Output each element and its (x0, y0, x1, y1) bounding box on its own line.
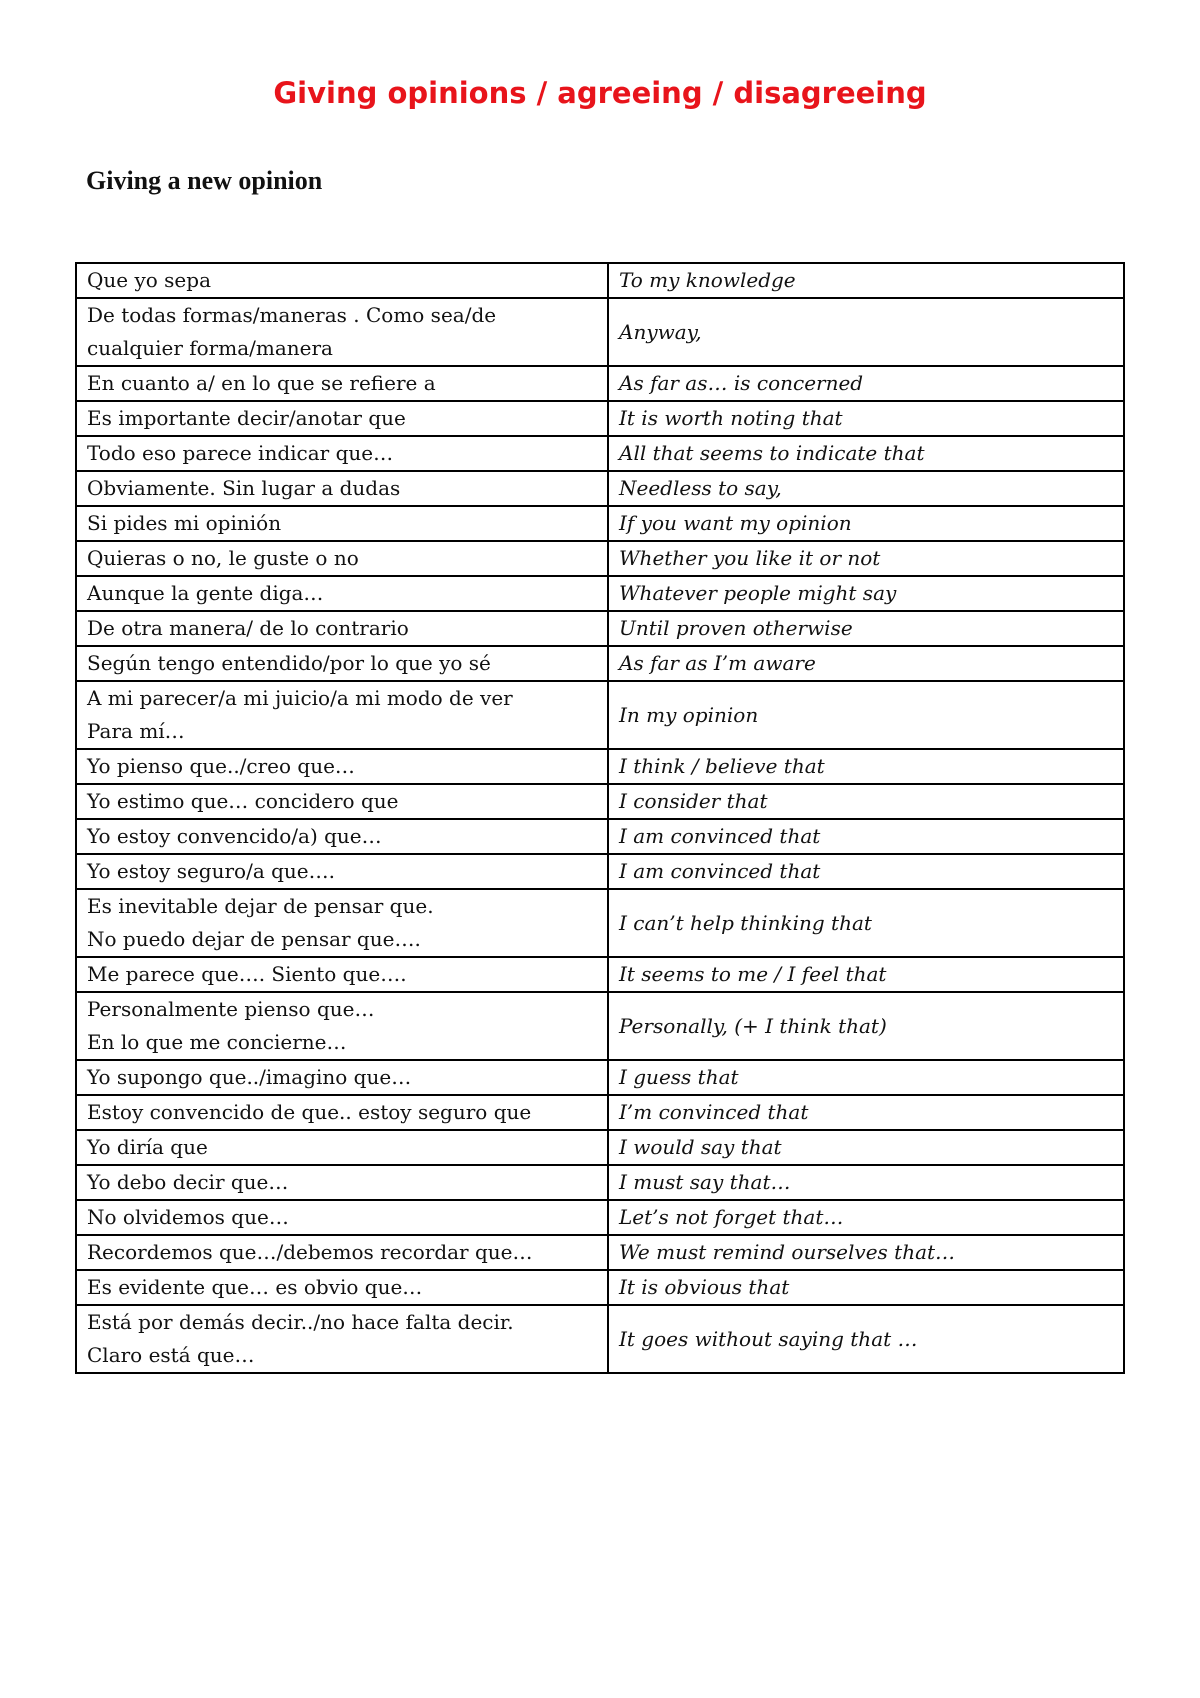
english-phrase-cell: I must say that… (608, 1165, 1124, 1200)
spanish-phrase-cell: Yo supongo que../imagino que… (76, 1060, 608, 1095)
spanish-phrase-cell: Es inevitable dejar de pensar que. No puedo dejar de pensar que…. (76, 889, 608, 957)
english-phrase-cell: It goes without saying that … (608, 1305, 1124, 1373)
spanish-phrase-cell: Recordemos que…/debemos recordar que… (76, 1235, 608, 1270)
english-phrase-cell: I consider that (608, 784, 1124, 819)
table-row (76, 298, 1124, 366)
table-row (76, 1165, 1124, 1200)
english-phrase-cell: I can’t help thinking that (608, 889, 1124, 957)
phrases-table-body (76, 263, 1124, 1373)
english-phrase-cell: Whether you like it or not (608, 541, 1124, 576)
spanish-phrase-cell: En cuanto a/ en lo que se refiere a (76, 366, 608, 401)
spanish-phrase-cell: Yo estoy seguro/a que…. (76, 854, 608, 889)
spanish-phrase-cell: Según tengo entendido/por lo que yo sé (76, 646, 608, 681)
table-row (76, 1200, 1124, 1235)
spanish-phrase-cell: Quieras o no, le guste o no (76, 541, 608, 576)
english-phrase-cell: In my opinion (608, 681, 1124, 749)
english-phrase-cell: Personally, (+ I think that) (608, 992, 1124, 1060)
table-row (76, 1305, 1124, 1373)
table-row (76, 957, 1124, 992)
spanish-phrase-cell: No olvidemos que… (76, 1200, 608, 1235)
english-phrase-cell: If you want my opinion (608, 506, 1124, 541)
english-phrase-cell: I am convinced that (608, 854, 1124, 889)
table-row (76, 541, 1124, 576)
spanish-phrase-cell: Personalmente pienso que… En lo que me concierne… (76, 992, 608, 1060)
table-row (76, 1235, 1124, 1270)
spanish-phrase-cell: Si pides mi opinión (76, 506, 608, 541)
english-phrase-cell: I think / believe that (608, 749, 1124, 784)
spanish-phrase-cell: De todas formas/maneras . Como sea/de cualquier forma/manera (76, 298, 608, 366)
table-row (76, 992, 1124, 1060)
table-row (76, 889, 1124, 957)
english-phrase-cell: Let’s not forget that… (608, 1200, 1124, 1235)
table-row (76, 854, 1124, 889)
english-phrase-cell: I am convinced that (608, 819, 1124, 854)
english-phrase-cell: To my knowledge (608, 263, 1124, 298)
english-phrase-cell: Until proven otherwise (608, 611, 1124, 646)
spanish-phrase-cell: Yo estoy convencido/a) que… (76, 819, 608, 854)
table-row (76, 819, 1124, 854)
spanish-phrase-cell: Todo eso parece indicar que… (76, 436, 608, 471)
table-row (76, 263, 1124, 298)
table-row (76, 401, 1124, 436)
english-phrase-cell: It seems to me / I feel that (608, 957, 1124, 992)
spanish-phrase-cell: Yo pienso que../creo que… (76, 749, 608, 784)
table-row (76, 506, 1124, 541)
spanish-phrase-cell: Yo diría que (76, 1130, 608, 1165)
english-phrase-cell: Anyway, (608, 298, 1124, 366)
table-row (76, 784, 1124, 819)
table-row (76, 436, 1124, 471)
phrases-table (75, 262, 1125, 1374)
spanish-phrase-cell: Es importante decir/anotar que (76, 401, 608, 436)
english-phrase-cell: It is worth noting that (608, 401, 1124, 436)
spanish-phrase-cell: Obviamente. Sin lugar a dudas (76, 471, 608, 506)
english-phrase-cell: As far as I’m aware (608, 646, 1124, 681)
table-row (76, 646, 1124, 681)
table-row (76, 366, 1124, 401)
table-row (76, 576, 1124, 611)
table-row (76, 681, 1124, 749)
english-phrase-cell: We must remind ourselves that… (608, 1235, 1124, 1270)
english-phrase-cell: I’m convinced that (608, 1095, 1124, 1130)
english-phrase-cell: As far as… is concerned (608, 366, 1124, 401)
table-row (76, 611, 1124, 646)
english-phrase-cell: I guess that (608, 1060, 1124, 1095)
spanish-phrase-cell: Aunque la gente diga… (76, 576, 608, 611)
table-row (76, 1060, 1124, 1095)
english-phrase-cell: It is obvious that (608, 1270, 1124, 1305)
table-row (76, 471, 1124, 506)
spanish-phrase-cell: Es evidente que… es obvio que… (76, 1270, 608, 1305)
spanish-phrase-cell: Estoy convencido de que.. estoy seguro que (76, 1095, 608, 1130)
english-phrase-cell: Needless to say, (608, 471, 1124, 506)
spanish-phrase-cell: Me parece que…. Siento que…. (76, 957, 608, 992)
spanish-phrase-cell: Yo debo decir que… (76, 1165, 608, 1200)
english-phrase-cell: All that seems to indicate that (608, 436, 1124, 471)
english-phrase-cell: Whatever people might say (608, 576, 1124, 611)
page-title: Giving opinions / agreeing / disagreeing (273, 76, 927, 110)
section-heading: Giving a new opinion (86, 166, 323, 195)
table-row (76, 1095, 1124, 1130)
english-phrase-cell: I would say that (608, 1130, 1124, 1165)
table-row (76, 1130, 1124, 1165)
spanish-phrase-cell: Está por demás decir../no hace falta decir. Claro está que… (76, 1305, 608, 1373)
table-row (76, 1270, 1124, 1305)
spanish-phrase-cell: Yo estimo que… concidero que (76, 784, 608, 819)
spanish-phrase-cell: Que yo sepa (76, 263, 608, 298)
spanish-phrase-cell: De otra manera/ de lo contrario (76, 611, 608, 646)
spanish-phrase-cell: A mi parecer/a mi juicio/a mi modo de ver Para mí… (76, 681, 608, 749)
table-row (76, 749, 1124, 784)
